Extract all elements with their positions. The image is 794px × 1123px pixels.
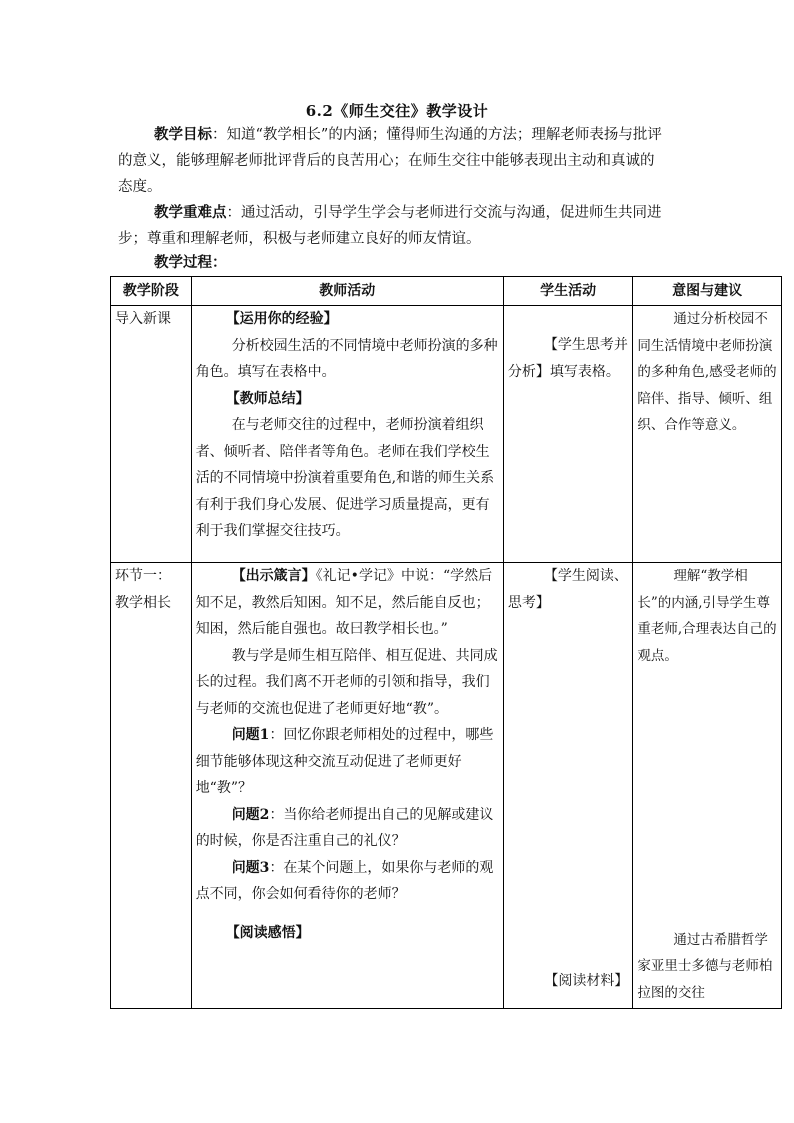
page-title: 6.2《师生交往》教学设计 xyxy=(305,102,489,120)
section-heading: 【教师总结】 xyxy=(225,390,310,407)
header-intent: 意图与建议 xyxy=(633,277,782,306)
question-text: ：当你给老师提出自己的见解或建议的时候，你是否注重自己的礼仪？ xyxy=(195,806,494,849)
student-text: 【学生思考并分析】填写表格。 xyxy=(507,337,628,380)
lesson-table xyxy=(110,276,782,1009)
question-label: 问题2 xyxy=(231,806,270,823)
table-row xyxy=(111,306,782,563)
intent-text: 通过古希腊哲学家亚里士多德与老师柏拉图的交往 xyxy=(637,931,773,1001)
process-heading xyxy=(118,250,666,276)
teacher-activity-cell xyxy=(191,563,503,1009)
stage-cell xyxy=(111,563,192,1009)
question-text: ：回忆你跟老师相处的过程中，哪些细节能够体现这种交流互动促进了老师更好地“教”？ xyxy=(195,727,494,796)
key-points-label: 教学重难点 xyxy=(154,204,227,221)
quote-label: 【出示箴言】 xyxy=(231,568,316,584)
section-heading: 【阅读感悟】 xyxy=(225,924,310,941)
quote-text: 《礼记•学记》中说：“学然后知不足，教然后知困。知不足，然后能自反也；知困，然后能自强也。故曰教学相长也。” xyxy=(195,568,493,637)
teacher-text xyxy=(196,563,499,643)
stage-label: 导入新课 xyxy=(115,311,171,327)
student-activity-cell xyxy=(503,306,633,563)
student-activity-cell xyxy=(503,563,633,1009)
intent-text: 理解“教学相长”的内涵,引导学生尊重老师,合理表达自己的观点。 xyxy=(637,568,777,664)
key-points-paragraph xyxy=(118,200,666,252)
key-points-text: ：通过活动，引导学生学会与老师进行交流与沟通，促进师生共同进步；尊重和理解老师，积极与老师建立良好的师友情谊。 xyxy=(118,205,662,247)
header-teacher: 教师活动 xyxy=(191,277,503,306)
intent-cell xyxy=(633,306,782,563)
section-heading: 【运用你的经验】 xyxy=(225,311,338,327)
teacher-text: 分析校园生活的不同情境中老师扮演的多种角色。填写在表格中。 xyxy=(195,337,498,380)
intent-cell xyxy=(633,563,782,1009)
question-label: 问题1 xyxy=(231,727,270,743)
objectives-text: ：知道“教学相长”的内涵；懂得师生沟通的方法；理解老师表扬与批评的意义，能够理解老师批评背后的良苦用心；在师生交往中能够表现出主动和真诚的态度。 xyxy=(118,127,662,195)
stage-label: 环节一： xyxy=(115,568,171,584)
stage-label: 教学相长 xyxy=(115,594,171,611)
intent-text: 通过分析校园不同生活情境中老师扮演的多种角色,感受老师的陪伴、指导、倾听、组织、合作等意义。 xyxy=(637,311,777,433)
question-2 xyxy=(196,802,499,855)
student-text: 【阅读材料】 xyxy=(544,972,629,989)
table-header-row xyxy=(111,277,782,306)
process-label: 教学过程： xyxy=(154,254,227,271)
teacher-activity-cell xyxy=(191,306,503,563)
objectives-paragraph xyxy=(118,122,666,200)
student-text: 【学生阅读、思考】 xyxy=(507,568,628,611)
question-text: ：在某个问题上，如果你与老师的观点不同，你会如何看待你的老师？ xyxy=(195,859,494,902)
table-row xyxy=(111,563,782,1009)
teacher-text: 在与老师交往的过程中，老师扮演着组织者、倾听者、陪伴者等角色。老师在我们学校生活的不同情境中扮演着重要角色,和谐的师生关系有利于我们身心发展、促进学习质量提高，更有利于我们掌握交往技巧。 xyxy=(195,417,495,539)
question-1 xyxy=(196,722,499,802)
question-3 xyxy=(196,855,499,908)
teacher-text: 教与学是师生相互陪伴、相互促进、共同成长的过程。我们离不开老师的引领和指导，我们与老师的交流也促进了老师更好地“教”。 xyxy=(195,647,498,717)
header-student: 学生活动 xyxy=(503,277,633,306)
objectives-label: 教学目标 xyxy=(154,126,212,143)
question-label: 问题3 xyxy=(231,859,270,876)
header-stage: 教学阶段 xyxy=(111,277,192,306)
stage-cell xyxy=(111,306,192,563)
